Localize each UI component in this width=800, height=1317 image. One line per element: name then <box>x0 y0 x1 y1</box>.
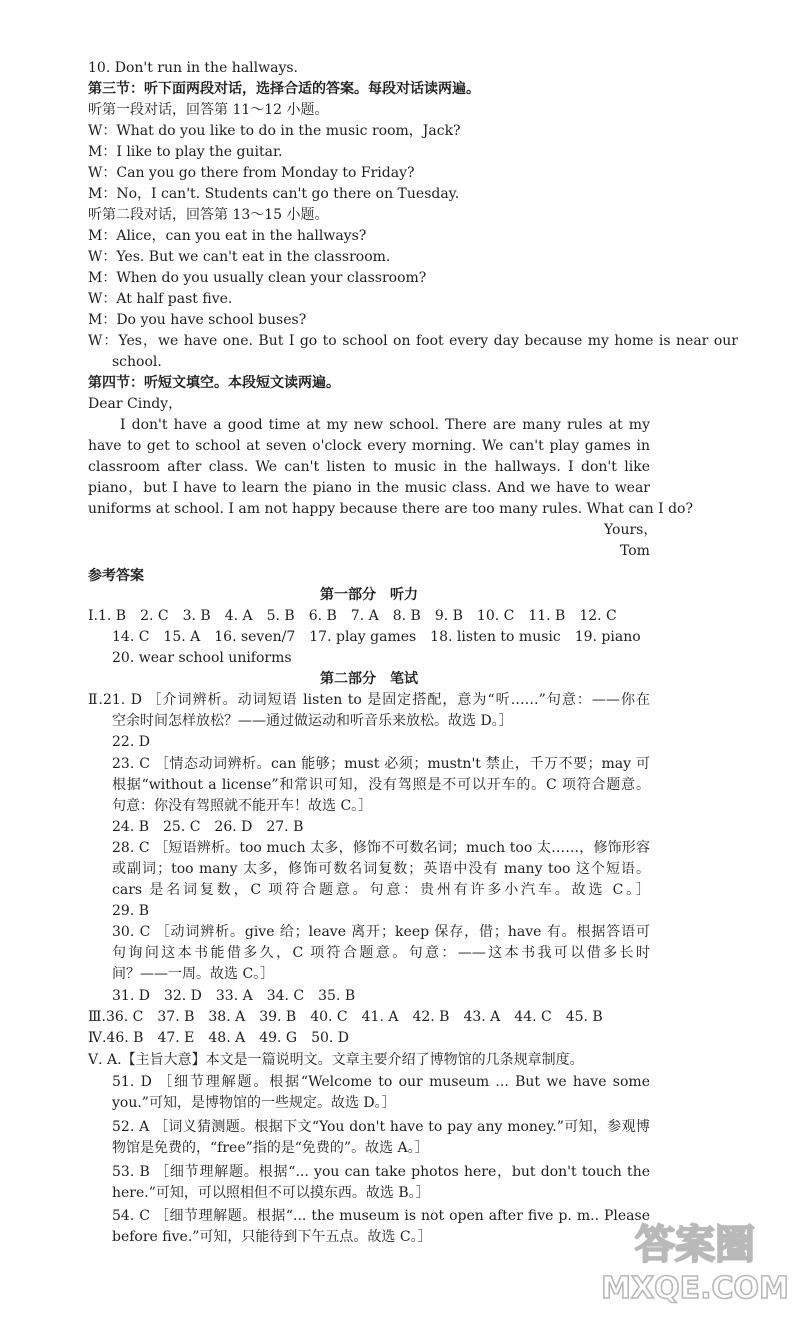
answer-line: 句询问这本书能借多久，C 项符合题意。句意：——这本书我可以借多长时 <box>112 945 650 961</box>
letter-line: piano，but I have to learn the piano in the music class. And we have to wear <box>88 480 650 496</box>
answer-line: Ⅲ.36. C 37. B 38. A 39. B 40. C 41. A 42. B 43. A 44. C 45. B <box>88 1009 603 1025</box>
dialogue-line: W：Yes. But we can't eat in the classroom. <box>88 249 391 265</box>
answer-line: 句意：你没有驾照就不能开车！故选 C。］ <box>112 798 373 814</box>
answer-line: 31. D 32. D 33. A 34. C 35. B <box>112 988 356 1004</box>
answer-line: 间？——一周。故选 C。］ <box>112 966 275 982</box>
dialogue-line: W：Can you go there from Monday to Friday? <box>88 165 415 181</box>
dialogue-line: W：At half past five. <box>88 291 233 307</box>
dialogue-line: W：What do you like to do in the music room，Jack? <box>88 123 461 139</box>
answer-line: Ⅱ.21. D ［介词辨析。动词短语 listen to 是固定搭配，意为“听……”句意：——你在 <box>88 692 650 708</box>
dialogue-line: M：When do you usually clean your classroom? <box>88 270 427 286</box>
dialogue-intro: 听第一段对话，回答第 11～12 小题。 <box>88 102 329 118</box>
answer-line: cars 是名词复数，C 项符合题意。句意：贵州有许多小汽车。故选 C。］ <box>112 882 650 898</box>
letter-line: have to get to school at seven o'clock every morning. We can't play games in <box>88 438 650 454</box>
watermark-bottom-text: MXQE.COM <box>601 1271 789 1306</box>
letter-line: uniforms at school. I am not happy because there are too many rules. What can I do? <box>88 501 693 517</box>
part-title: 第一部分 听力 <box>320 587 418 603</box>
answer-line: 53. B ［细节理解题。根据“... you can take photos here，but don't touch the <box>112 1164 650 1180</box>
watermark-logo <box>590 1212 800 1310</box>
dialogue-line: M：No，I can't. Students can't go there on Tuesday. <box>88 186 460 202</box>
answer-line: 52. A ［词义猜测题。根据下文“You don't have to pay any money.”可知，参观博 <box>112 1119 650 1135</box>
answer-line: 22. D <box>112 734 150 750</box>
answer-line: Ⅰ.1. B 2. C 3. B 4. A 5. B 6. B 7. A 8. B 9. B 10. C 11. B 12. C <box>88 608 617 624</box>
dialogue-line: M：Do you have school buses? <box>88 312 307 328</box>
answer-line: 29. B <box>112 903 150 919</box>
dialogue-line: M：Alice，can you eat in the hallways? <box>88 228 367 244</box>
letter-line: classroom after class. We can't listen to music in the hallways. I don't like <box>88 459 650 475</box>
answer-line: 23. C ［情态动词辨析。can 能够；must 必须；mustn't 禁止，千万不要；may 可 <box>112 756 650 772</box>
answer-line: 空余时间怎样放松？——通过做运动和听音乐来放松。故选 D。］ <box>112 713 513 729</box>
answer-line: 54. C ［细节理解题。根据“... the museum is not open after five p. m.. Please <box>112 1208 650 1224</box>
answer-line: 根据“without a license”和常识可知，没有驾照是不可以开车的。C 项符合题意。 <box>112 777 650 793</box>
part-title: 第二部分 笔试 <box>320 671 418 687</box>
letter-closing: Yours， <box>604 522 658 538</box>
watermark-logo-image <box>590 1212 800 1310</box>
letter-signature: Tom <box>620 543 650 559</box>
answer-line: here.”可知，可以照相但不可以摸东西。故选 B。］ <box>112 1185 430 1201</box>
dialogue-line: W：Yes，we have one. But I go to school on foot every day because my home is near our <box>88 333 738 349</box>
answer-line: you.”可知，是博物馆的一些规定。故选 D。］ <box>112 1095 396 1111</box>
letter-line: I don't have a good time at my new school. There are many rules at my <box>120 417 650 433</box>
answer-line: 物馆是免费的，“free”指的是“免费的”。故选 A。］ <box>112 1140 429 1156</box>
dialogue-intro: 听第二段对话，回答第 13～15 小题。 <box>88 207 329 223</box>
answer-line: 30. C ［动词辨析。give 给；leave 离开；keep 保存，借；have 有。根据答语可 <box>112 924 650 940</box>
answer-line: 51. D ［细节理解题。根据“Welcome to our museum ... But we have some <box>112 1074 650 1090</box>
section-heading: 第三节：听下面两段对话，选择合适的答案。每段对话读两遍。 <box>88 81 480 97</box>
answer-line: 24. B 25. C 26. D 27. B <box>112 819 304 835</box>
section-heading: 第四节：听短文填空。本段短文读两遍。 <box>88 375 340 391</box>
dialogue-line: school. <box>112 354 162 370</box>
watermark-top-text: 答案圈 <box>635 1222 755 1268</box>
dialogue-line: M：I like to play the guitar. <box>88 144 283 160</box>
answer-line: 14. C 15. A 16. seven/7 17. play games 18. listen to music 19. piano <box>112 629 641 645</box>
answer-line: Ⅳ.46. B 47. E 48. A 49. G 50. D <box>88 1030 350 1046</box>
answer-line: before five.”可知，只能待到下午五点。故选 C。］ <box>112 1229 432 1245</box>
answer-line: Ⅴ. A.【主旨大意】本文是一篇说明文。文章主要介绍了博物馆的几条规章制度。 <box>88 1052 584 1068</box>
script-line: 10. Don't run in the hallways. <box>88 60 298 76</box>
answer-line: 28. C ［短语辨析。too much 太多，修饰不可数名词；much too 太……，修饰形容 <box>112 840 650 856</box>
answer-line: 20. wear school uniforms <box>112 650 292 666</box>
answers-heading: 参考答案 <box>88 568 144 584</box>
answer-line: 或副词；too many 太多，修饰可数名词复数；英语中没有 many too 这个短语。 <box>112 861 650 877</box>
letter-greeting: Dear Cindy， <box>88 396 183 412</box>
